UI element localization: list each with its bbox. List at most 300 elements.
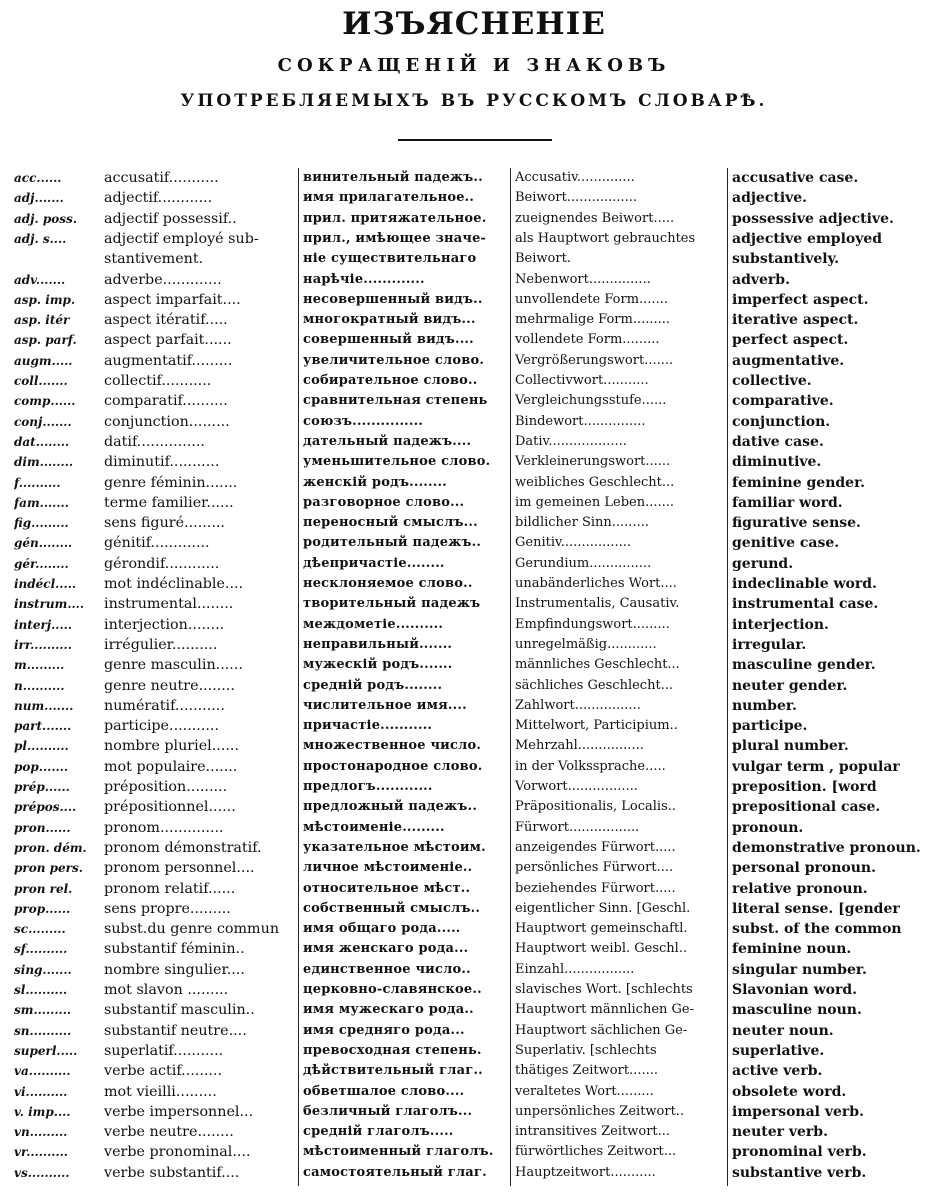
french-cell bbox=[104, 838, 297, 858]
russian-cell bbox=[303, 1041, 507, 1061]
german-cell-text: Hauptwort männlichen Ge- bbox=[515, 1002, 694, 1018]
abbreviation-cell-text: conj....... bbox=[14, 414, 72, 429]
english-cell-text: imperfect aspect. bbox=[732, 291, 869, 308]
abbreviation-cell bbox=[14, 676, 102, 696]
table-row bbox=[0, 838, 948, 858]
english-cell bbox=[732, 879, 944, 899]
english-cell-text: subst. of the common bbox=[732, 921, 902, 938]
english-cell bbox=[732, 574, 944, 594]
english-cell bbox=[732, 1142, 944, 1162]
table-row bbox=[0, 229, 948, 270]
french-cell bbox=[104, 1122, 297, 1142]
german-cell-text: beziehendes Fürwort..... bbox=[515, 880, 676, 896]
german-cell bbox=[515, 1082, 723, 1102]
french-cell bbox=[104, 879, 297, 899]
table-row bbox=[0, 797, 948, 817]
abbreviation-cell-text: acc...... bbox=[14, 171, 62, 185]
table-row bbox=[0, 980, 948, 1000]
french-cell-text: augmentatif......... bbox=[104, 352, 233, 369]
russian-cell-text: указательное мѣстоим. bbox=[303, 839, 486, 855]
abbreviation-cell bbox=[14, 432, 102, 452]
french-cell bbox=[104, 797, 297, 817]
abbreviation-cell bbox=[14, 696, 102, 716]
table-row bbox=[0, 960, 948, 980]
table-row bbox=[0, 1122, 948, 1142]
english-cell bbox=[732, 615, 944, 635]
french-cell-text: verbe pronominal.... bbox=[104, 1144, 251, 1161]
header-divider bbox=[398, 139, 552, 141]
english-cell bbox=[732, 351, 944, 371]
french-cell bbox=[104, 351, 297, 371]
table-row bbox=[0, 330, 948, 350]
russian-cell-text: церковно-славянское.. bbox=[303, 982, 482, 997]
german-cell-text: unabänderliches Wort.... bbox=[515, 576, 677, 591]
german-cell-text: Genitiv................. bbox=[515, 535, 632, 551]
german-cell-text: intransitives Zeitwort... bbox=[515, 1124, 671, 1140]
russian-cell bbox=[303, 899, 507, 919]
english-cell-text: active verb. bbox=[732, 1063, 823, 1080]
english-cell bbox=[732, 939, 944, 959]
german-cell-text: Superlativ. [schlechts bbox=[515, 1042, 657, 1058]
german-cell-text: weibliches Geschlecht... bbox=[515, 474, 675, 490]
french-cell-text: mot indéclinable.... bbox=[104, 576, 244, 592]
german-cell bbox=[515, 209, 723, 229]
russian-cell bbox=[303, 473, 507, 493]
abbreviation-cell-text: part....... bbox=[14, 719, 72, 734]
english-cell bbox=[732, 513, 944, 533]
table-row bbox=[0, 310, 948, 330]
french-cell bbox=[104, 493, 297, 513]
abbreviation-cell bbox=[14, 290, 102, 310]
abbreviation-cell bbox=[14, 1122, 102, 1142]
english-cell bbox=[732, 188, 944, 208]
english-cell bbox=[732, 1000, 944, 1020]
russian-cell bbox=[303, 858, 507, 878]
russian-cell-text: неправильный....... bbox=[303, 636, 453, 652]
abbreviation-cell-text: sing....... bbox=[14, 962, 72, 977]
abbreviation-cell bbox=[14, 188, 102, 208]
german-cell bbox=[515, 939, 723, 959]
german-cell bbox=[515, 797, 723, 817]
english-cell-text: literal sense. [gender bbox=[732, 900, 900, 917]
abbreviation-cell bbox=[14, 493, 102, 513]
german-cell bbox=[515, 919, 723, 939]
russian-cell bbox=[303, 574, 507, 594]
russian-cell bbox=[303, 229, 507, 270]
russian-cell-text: имя прилагательное.. bbox=[303, 190, 475, 206]
french-cell-text: comparatif.......... bbox=[104, 393, 228, 410]
russian-cell-text: относительное мѣст.. bbox=[303, 880, 471, 896]
french-cell bbox=[104, 473, 297, 493]
german-cell-text: Hauptwort sächlichen Ge- bbox=[515, 1022, 688, 1038]
russian-cell bbox=[303, 777, 507, 797]
russian-cell bbox=[303, 371, 507, 391]
german-cell-text: Empfindungswort......... bbox=[515, 616, 670, 632]
french-cell bbox=[104, 818, 297, 838]
russian-cell bbox=[303, 1102, 507, 1122]
english-cell-text: collective. bbox=[732, 373, 812, 389]
table-row bbox=[0, 736, 948, 756]
russian-cell-text: дательный падежъ.... bbox=[303, 433, 472, 449]
english-cell-text: masculine noun. bbox=[732, 1002, 862, 1019]
russian-cell bbox=[303, 615, 507, 635]
russian-cell-text: несовершенный видъ.. bbox=[303, 291, 483, 307]
english-cell bbox=[732, 858, 944, 878]
english-cell bbox=[732, 980, 944, 1000]
table-row bbox=[0, 757, 948, 777]
russian-cell-text: винительный падежъ.. bbox=[303, 170, 483, 185]
russian-cell-text: мѣстоименный глаголъ. bbox=[303, 1144, 494, 1160]
russian-cell-text: дѣйствительный глаг.. bbox=[303, 1063, 483, 1079]
english-cell-text: obsolete word. bbox=[732, 1083, 847, 1100]
french-cell-text: mot slavon ......... bbox=[104, 982, 229, 998]
french-cell bbox=[104, 615, 297, 635]
english-cell bbox=[732, 1102, 944, 1122]
french-cell-text: verbe substantif.... bbox=[104, 1164, 240, 1181]
english-cell-text: demonstrative pronoun. bbox=[732, 839, 921, 856]
english-cell bbox=[732, 1082, 944, 1102]
english-cell bbox=[732, 716, 944, 736]
english-cell bbox=[732, 391, 944, 411]
english-cell-text: singular number. bbox=[732, 961, 867, 978]
table-row bbox=[0, 1142, 948, 1162]
russian-cell bbox=[303, 676, 507, 696]
abbreviation-cell bbox=[14, 1061, 102, 1081]
abbreviation-cell-text: gér........ bbox=[14, 556, 69, 571]
abbreviation-cell-text: dim........ bbox=[14, 455, 74, 470]
french-cell-text: participe........... bbox=[104, 718, 220, 735]
french-cell bbox=[104, 168, 297, 188]
german-cell-text: im gemeinen Leben....... bbox=[515, 494, 675, 510]
english-cell bbox=[732, 594, 944, 614]
german-cell-text: Zahlwort................ bbox=[515, 697, 641, 713]
english-cell bbox=[732, 1061, 944, 1081]
english-cell bbox=[732, 838, 944, 858]
french-cell bbox=[104, 777, 297, 797]
table-row bbox=[0, 270, 948, 290]
german-cell-text: Dativ................... bbox=[515, 433, 627, 449]
table-row bbox=[0, 716, 948, 736]
table-row bbox=[0, 432, 948, 452]
french-cell bbox=[104, 188, 297, 208]
page-subtitle-secondary: УПОТРЕБЛЯЕМЫХЪ ВЪ РУССКОМЪ СЛОВАРѢ. bbox=[180, 91, 768, 111]
table-row bbox=[0, 939, 948, 959]
russian-cell bbox=[303, 1082, 507, 1102]
russian-cell bbox=[303, 351, 507, 371]
english-cell-text: vulgar term , popular bbox=[732, 758, 900, 775]
russian-cell-text: сравнительная степень bbox=[303, 393, 488, 409]
english-cell-text: conjunction. bbox=[732, 413, 831, 430]
german-cell-text: Vorwort................. bbox=[515, 779, 638, 794]
french-cell-text: verbe impersonnel... bbox=[104, 1103, 254, 1120]
english-cell-text: instrumental case. bbox=[732, 596, 879, 613]
german-cell bbox=[515, 574, 723, 594]
abbreviation-cell-text: adv....... bbox=[14, 272, 66, 287]
english-cell bbox=[732, 797, 944, 817]
abbreviation-cell-text: pron rel. bbox=[14, 881, 73, 896]
german-cell bbox=[515, 655, 723, 675]
english-cell bbox=[732, 371, 944, 391]
french-cell-text: mot vieilli......... bbox=[104, 1083, 217, 1100]
english-cell-text: masculine gender. bbox=[732, 657, 876, 674]
abbreviation-cell-text: pron pers. bbox=[14, 861, 83, 876]
german-cell-text: sächliches Geschlecht... bbox=[515, 677, 674, 693]
abbreviation-cell-text: vr.......... bbox=[14, 1145, 68, 1160]
russian-cell-text: имя средняго рода... bbox=[303, 1022, 465, 1038]
russian-cell bbox=[303, 980, 507, 1000]
german-cell-text-continued: Beiwort. bbox=[515, 251, 571, 267]
abbreviation-cell-text: prépos.... bbox=[14, 800, 77, 815]
table-row bbox=[0, 696, 948, 716]
french-cell-text: numératif........... bbox=[104, 697, 225, 714]
russian-cell-text: предлогъ............ bbox=[303, 779, 433, 794]
german-cell bbox=[515, 371, 723, 391]
german-cell-text: fürwörtliches Zeitwort... bbox=[515, 1144, 677, 1160]
french-cell bbox=[104, 270, 297, 290]
abbreviation-cell-text: va.......... bbox=[14, 1064, 71, 1079]
english-cell-text: relative pronoun. bbox=[732, 880, 868, 897]
english-cell bbox=[732, 736, 944, 756]
german-cell bbox=[515, 1122, 723, 1142]
abbreviation-cell-text: sn.......... bbox=[14, 1023, 72, 1038]
english-cell-text: irregular. bbox=[732, 636, 807, 653]
french-cell bbox=[104, 371, 297, 391]
abbreviation-cell-text: adj. poss. bbox=[14, 211, 77, 226]
abbreviation-cell-text: gén........ bbox=[14, 536, 73, 551]
russian-cell bbox=[303, 209, 507, 229]
russian-cell bbox=[303, 716, 507, 736]
english-cell-text: personal pronoun. bbox=[732, 860, 876, 877]
french-cell-text: nombre singulier.... bbox=[104, 961, 245, 978]
russian-cell-text: превосходная степень. bbox=[303, 1042, 482, 1058]
abbreviation-cell-text: m......... bbox=[14, 658, 65, 673]
english-cell-text: feminine gender. bbox=[732, 474, 866, 491]
page-subtitle: СОКРАЩЕНІЙ И ЗНАКОВЪ bbox=[277, 55, 671, 76]
abbreviation-cell-text: num....... bbox=[14, 698, 74, 713]
table-row bbox=[0, 513, 948, 533]
german-cell bbox=[515, 676, 723, 696]
abbreviation-cell bbox=[14, 270, 102, 290]
french-cell-text: substantif féminin.. bbox=[104, 941, 245, 958]
german-cell bbox=[515, 1163, 723, 1183]
table-row bbox=[0, 168, 948, 188]
french-cell-text: irrégulier.......... bbox=[104, 636, 218, 653]
french-cell-text: prépositionnel...... bbox=[104, 799, 236, 816]
english-cell-text: adjective employed bbox=[732, 230, 883, 247]
german-cell bbox=[515, 188, 723, 208]
french-cell bbox=[104, 412, 297, 432]
french-cell bbox=[104, 1061, 297, 1081]
russian-cell-text: самостоятельный глаг. bbox=[303, 1164, 487, 1180]
abbreviation-cell-text: prép...... bbox=[14, 780, 70, 794]
russian-cell-text: родительный падежъ.. bbox=[303, 535, 482, 551]
english-cell-text: neuter gender. bbox=[732, 677, 848, 694]
abbreviation-cell bbox=[14, 310, 102, 330]
russian-cell-text: имя мужескаго рода.. bbox=[303, 1002, 474, 1018]
french-cell bbox=[104, 1163, 297, 1183]
abbreviation-cell bbox=[14, 1041, 102, 1061]
abbreviation-cell-text: pl.......... bbox=[14, 739, 69, 754]
german-cell-text: unpersönliches Zeitwort.. bbox=[515, 1103, 685, 1119]
french-cell bbox=[104, 330, 297, 350]
russian-cell-text: нарѣчіе............. bbox=[303, 271, 425, 287]
english-cell bbox=[732, 919, 944, 939]
english-cell-text: interjection. bbox=[732, 616, 829, 633]
german-cell-text: unvollendete Form....... bbox=[515, 291, 668, 307]
german-cell-text: persönliches Fürwort.... bbox=[515, 860, 674, 876]
english-cell bbox=[732, 209, 944, 229]
german-cell bbox=[515, 1102, 723, 1122]
english-cell-text: indeclinable word. bbox=[732, 576, 877, 592]
russian-cell-text: прил., имѣющее значе- bbox=[303, 230, 487, 246]
french-cell-text: gérondif............ bbox=[104, 555, 220, 572]
english-cell-text: preposition. [word bbox=[732, 779, 877, 795]
table-row bbox=[0, 858, 948, 878]
table-row bbox=[0, 351, 948, 371]
abbreviation-cell-text: prop...... bbox=[14, 901, 71, 916]
table-row bbox=[0, 615, 948, 635]
abbreviation-cell bbox=[14, 574, 102, 594]
abbreviation-cell bbox=[14, 858, 102, 878]
english-cell bbox=[732, 493, 944, 513]
abbreviation-cell bbox=[14, 960, 102, 980]
french-cell-text: pronom.............. bbox=[104, 819, 224, 836]
french-cell-text: instrumental........ bbox=[104, 596, 234, 613]
table-row bbox=[0, 473, 948, 493]
russian-cell-text: собирательное слово.. bbox=[303, 373, 478, 388]
german-cell-text: Mehrzahl................ bbox=[515, 738, 644, 754]
french-cell bbox=[104, 513, 297, 533]
french-cell-text: aspect imparfait.... bbox=[104, 291, 241, 308]
german-cell bbox=[515, 879, 723, 899]
english-cell bbox=[732, 310, 944, 330]
abbreviation-cell bbox=[14, 879, 102, 899]
french-cell-text: diminutif........... bbox=[104, 454, 220, 471]
english-cell bbox=[732, 229, 944, 270]
english-cell bbox=[732, 473, 944, 493]
russian-cell-text: несклоняемое слово.. bbox=[303, 576, 473, 591]
english-cell-text: neuter verb. bbox=[732, 1124, 828, 1141]
table-row bbox=[0, 188, 948, 208]
german-cell bbox=[515, 838, 723, 858]
english-cell bbox=[732, 412, 944, 432]
french-cell-text: adverbe............. bbox=[104, 271, 222, 288]
russian-cell bbox=[303, 736, 507, 756]
english-cell-text: impersonal verb. bbox=[732, 1103, 864, 1120]
german-cell bbox=[515, 229, 723, 270]
french-cell bbox=[104, 1142, 297, 1162]
table-row bbox=[0, 1061, 948, 1081]
abbreviation-cell bbox=[14, 351, 102, 371]
english-cell-text: genitive case. bbox=[732, 535, 840, 552]
abbreviation-cell bbox=[14, 615, 102, 635]
abbreviation-cell-text: vn......... bbox=[14, 1125, 68, 1140]
german-cell-text: Vergleichungsstufe...... bbox=[515, 393, 667, 409]
abbreviation-cell bbox=[14, 209, 102, 229]
french-cell-text: genre féminin....... bbox=[104, 474, 238, 491]
abbreviation-cell-text: fam....... bbox=[14, 495, 69, 510]
abbreviation-cell bbox=[14, 1163, 102, 1183]
table-row bbox=[0, 655, 948, 675]
abbreviation-cell-text: sc......... bbox=[14, 922, 66, 937]
german-cell bbox=[515, 1142, 723, 1162]
abbreviation-cell-text: sl.......... bbox=[14, 983, 68, 997]
french-cell-text: pronom démonstratif. bbox=[104, 839, 262, 856]
russian-cell bbox=[303, 1142, 507, 1162]
english-cell bbox=[732, 757, 944, 777]
french-cell bbox=[104, 452, 297, 472]
russian-cell-text: переносный смыслъ... bbox=[303, 515, 478, 531]
table-row bbox=[0, 554, 948, 574]
russian-cell-text: обветшалое слово.... bbox=[303, 1083, 465, 1099]
abbreviation-cell bbox=[14, 797, 102, 817]
russian-cell bbox=[303, 533, 507, 553]
russian-cell bbox=[303, 594, 507, 614]
english-cell bbox=[732, 899, 944, 919]
table-row bbox=[0, 1000, 948, 1020]
russian-cell bbox=[303, 879, 507, 899]
german-cell bbox=[515, 736, 723, 756]
russian-cell bbox=[303, 635, 507, 655]
abbreviation-cell-text: coll....... bbox=[14, 374, 68, 388]
german-cell bbox=[515, 533, 723, 553]
french-cell-text: mot populaire....... bbox=[104, 758, 238, 775]
french-cell bbox=[104, 1082, 297, 1102]
french-cell bbox=[104, 290, 297, 310]
abbreviation-cell-text: v. imp.... bbox=[14, 1104, 71, 1119]
german-cell bbox=[515, 858, 723, 878]
english-cell bbox=[732, 1021, 944, 1041]
english-cell bbox=[732, 635, 944, 655]
abbreviation-cell-text: augm..... bbox=[14, 353, 73, 368]
french-cell bbox=[104, 1102, 297, 1122]
french-cell-text: génitif............. bbox=[104, 535, 210, 552]
abbreviation-cell-text: pron. dém. bbox=[14, 840, 87, 855]
abbreviation-cell bbox=[14, 371, 102, 391]
abbreviation-cell-text: superl..... bbox=[14, 1043, 78, 1058]
abbreviation-cell bbox=[14, 391, 102, 411]
table-row bbox=[0, 533, 948, 553]
table-row bbox=[0, 290, 948, 310]
english-cell bbox=[732, 330, 944, 350]
english-cell-text-continued: substantively. bbox=[732, 251, 839, 268]
table-row bbox=[0, 1163, 948, 1183]
russian-cell bbox=[303, 452, 507, 472]
abbreviation-cell-text: instrum.... bbox=[14, 597, 85, 612]
english-cell bbox=[732, 290, 944, 310]
english-cell bbox=[732, 696, 944, 716]
english-cell-text: number. bbox=[732, 697, 797, 714]
abbreviation-cell-text: comp...... bbox=[14, 394, 76, 409]
german-cell-text: unregelmäßig............ bbox=[515, 636, 657, 652]
german-cell bbox=[515, 757, 723, 777]
russian-cell bbox=[303, 1061, 507, 1081]
german-cell-text: thätiges Zeitwort....... bbox=[515, 1063, 658, 1079]
abbreviation-cell bbox=[14, 635, 102, 655]
french-cell-text: pronom relatif...... bbox=[104, 880, 236, 897]
russian-cell bbox=[303, 412, 507, 432]
french-cell-text: datif............... bbox=[104, 433, 205, 450]
german-cell-text: Bindewort............... bbox=[515, 413, 646, 429]
russian-cell bbox=[303, 554, 507, 574]
abbreviation-cell bbox=[14, 168, 102, 188]
abbreviation-cell-text: vi.......... bbox=[14, 1084, 68, 1099]
russian-cell bbox=[303, 939, 507, 959]
german-cell bbox=[515, 594, 723, 614]
table-row bbox=[0, 391, 948, 411]
german-cell bbox=[515, 473, 723, 493]
french-cell-text: sens figuré......... bbox=[104, 515, 225, 532]
